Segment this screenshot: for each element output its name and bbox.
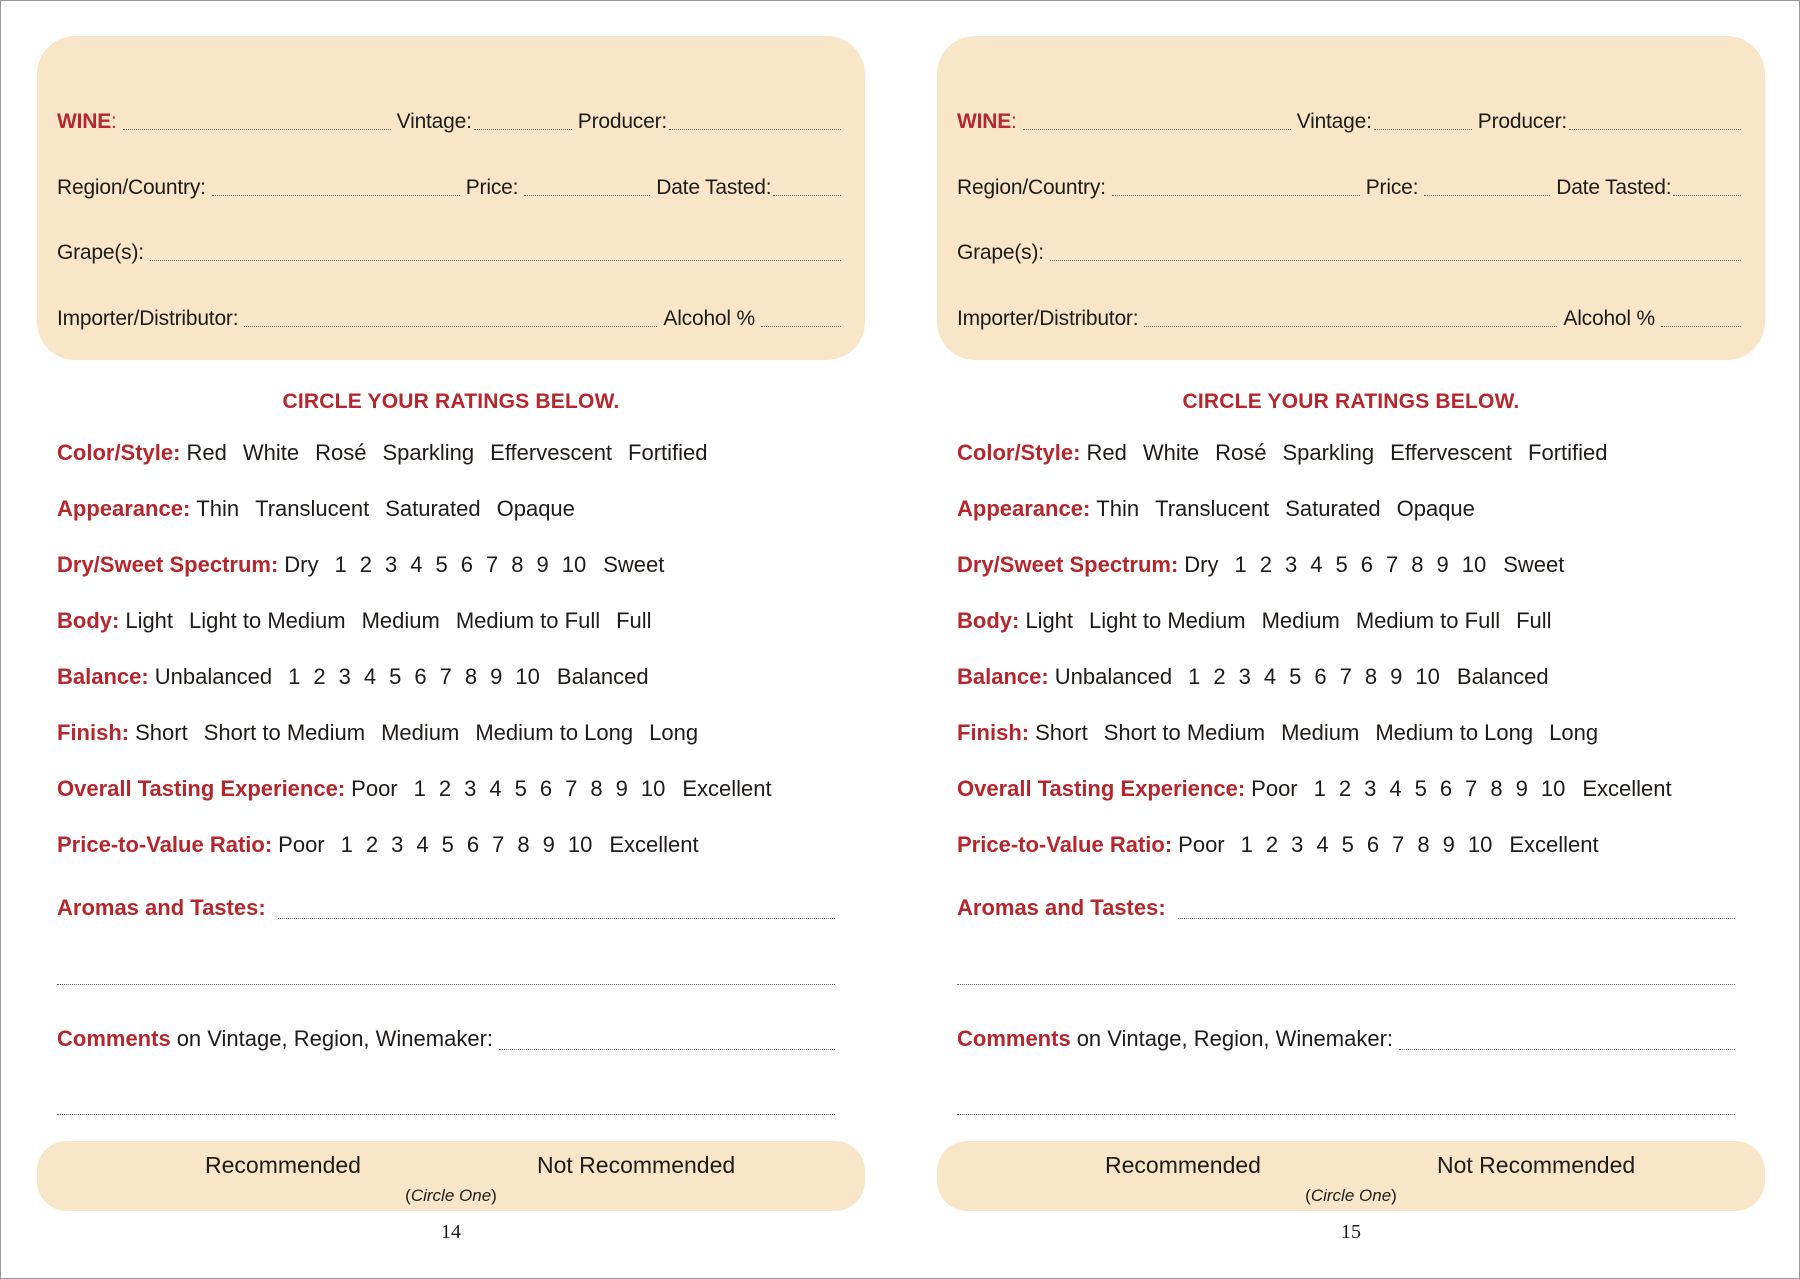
comments-extra-line[interactable] xyxy=(957,1114,1735,1115)
grape-label: Grape(s): xyxy=(957,241,1044,264)
dry-sweet-score[interactable]: 1 xyxy=(1234,552,1247,577)
dry-sweet-score[interactable]: 1 xyxy=(334,552,347,577)
recommended-option[interactable]: Recommended xyxy=(205,1152,361,1178)
aromas-row xyxy=(957,889,1735,923)
unbalanced-option[interactable]: Unbalanced xyxy=(154,664,273,689)
balance-score[interactable]: 4 xyxy=(1263,664,1277,689)
price-value-score[interactable]: 10 xyxy=(1467,832,1493,857)
page-number: 14 xyxy=(441,1221,461,1243)
price-value-score[interactable]: 1 xyxy=(1240,832,1253,857)
aromas-field[interactable] xyxy=(278,918,835,919)
recommended-option[interactable]: Recommended xyxy=(1105,1152,1261,1178)
price-value-score[interactable]: 9 xyxy=(1442,832,1455,857)
dry-sweet-score[interactable]: 6 xyxy=(460,552,474,577)
appearance-option[interactable]: Saturated xyxy=(1285,496,1381,521)
finish-option[interactable]: Short xyxy=(135,720,188,745)
overall-score[interactable]: 6 xyxy=(539,776,553,801)
date-tasted-field[interactable] xyxy=(1673,195,1741,196)
price-value-poor-option[interactable]: Poor xyxy=(278,832,325,857)
price-value-score[interactable]: 8 xyxy=(1417,832,1430,857)
circle-one-note: (Circle One) xyxy=(405,1186,497,1205)
alcohol-field[interactable] xyxy=(1661,326,1741,327)
aromas-extra-line[interactable] xyxy=(57,984,835,985)
body-option[interactable]: Medium to Full xyxy=(1355,608,1501,633)
price-value-score[interactable]: 10 xyxy=(567,832,593,857)
balance-score[interactable]: 10 xyxy=(1415,664,1440,689)
balance-row xyxy=(57,660,665,694)
overall-poor-option[interactable]: Poor xyxy=(1251,776,1298,801)
overall-score[interactable]: 2 xyxy=(438,776,452,801)
producer-field[interactable] xyxy=(1569,129,1741,130)
appearance-option[interactable]: Translucent xyxy=(255,496,370,521)
body-option[interactable]: Light xyxy=(1025,608,1074,633)
dry-sweet-score[interactable]: 4 xyxy=(1310,552,1323,577)
body-option[interactable]: Light xyxy=(125,608,174,633)
finish-row xyxy=(957,716,1614,750)
overall-score[interactable]: 10 xyxy=(640,776,666,801)
overall-score[interactable]: 8 xyxy=(590,776,603,801)
overall-score[interactable]: 5 xyxy=(1414,776,1427,801)
appearance-row xyxy=(57,492,591,526)
balance-score[interactable]: 5 xyxy=(389,664,402,689)
vintage-field[interactable] xyxy=(1374,129,1472,130)
importer-row xyxy=(957,301,1741,331)
price-value-score[interactable]: 3 xyxy=(1291,832,1304,857)
page-number: 15 xyxy=(1341,1221,1361,1243)
overall-score[interactable]: 6 xyxy=(1439,776,1453,801)
balance-score[interactable]: 5 xyxy=(1289,664,1302,689)
appearance-label: Appearance: xyxy=(957,496,1091,521)
color-style-option[interactable]: Sparkling xyxy=(1282,440,1375,465)
dry-sweet-label: Dry/Sweet Spectrum: xyxy=(57,552,279,577)
body-row xyxy=(957,604,1568,638)
aromas-row xyxy=(57,889,835,923)
importer-field[interactable] xyxy=(1144,326,1557,327)
overall-score[interactable]: 1 xyxy=(413,776,426,801)
aromas-label: Aromas and Tastes: xyxy=(57,895,266,920)
price-field[interactable] xyxy=(1424,195,1550,196)
dry-sweet-score[interactable]: 10 xyxy=(1461,552,1487,577)
importer-label: Importer/Distributor: xyxy=(57,307,239,330)
balance-score[interactable]: 9 xyxy=(1390,664,1403,689)
balance-row xyxy=(957,660,1565,694)
finish-option[interactable]: Short to Medium xyxy=(203,720,366,745)
overall-excellent-option[interactable]: Excellent xyxy=(1582,776,1672,801)
color-style-label: Color/Style: xyxy=(957,440,1081,465)
price-value-score[interactable]: 9 xyxy=(542,832,555,857)
dry-sweet-label: Dry/Sweet Spectrum: xyxy=(957,552,1179,577)
price-value-score[interactable]: 5 xyxy=(1341,832,1354,857)
balanced-option[interactable]: Balanced xyxy=(556,664,649,689)
comments-label: Comments xyxy=(957,1026,1071,1051)
body-option[interactable]: Full xyxy=(1516,608,1552,633)
balance-score[interactable]: 9 xyxy=(490,664,503,689)
importer-field[interactable] xyxy=(244,326,657,327)
dry-sweet-row xyxy=(57,548,680,582)
comments-subject: on Vintage, Region, Winemaker: xyxy=(176,1026,494,1051)
color-style-option[interactable]: White xyxy=(1142,440,1200,465)
appearance-row xyxy=(957,492,1491,526)
aromas-label: Aromas and Tastes: xyxy=(957,895,1166,920)
color-style-option[interactable]: White xyxy=(242,440,300,465)
comments-extra-line[interactable] xyxy=(57,1114,835,1115)
comments-label: Comments xyxy=(57,1026,171,1051)
balance-score[interactable]: 2 xyxy=(313,664,326,689)
overall-excellent-option[interactable]: Excellent xyxy=(682,776,772,801)
page-left xyxy=(1,1,901,1278)
dry-option[interactable]: Dry xyxy=(1184,552,1219,577)
alcohol-label: Alcohol % xyxy=(1563,307,1655,330)
overall-label: Overall Tasting Experience: xyxy=(957,776,1246,801)
balance-score[interactable]: 8 xyxy=(464,664,478,689)
color-style-option[interactable]: Rosé xyxy=(1215,440,1267,465)
price-value-row xyxy=(57,828,715,862)
producer-label: Producer: xyxy=(1477,110,1568,133)
appearance-option[interactable]: Thin xyxy=(1096,496,1140,521)
date-tasted-label: Date Tasted: xyxy=(656,176,772,199)
overall-score[interactable]: 9 xyxy=(615,776,628,801)
price-value-score[interactable]: 2 xyxy=(365,832,379,857)
price-value-score[interactable]: 7 xyxy=(1392,832,1405,857)
color-style-option[interactable]: Fortified xyxy=(1528,440,1608,465)
balance-label: Balance: xyxy=(957,664,1049,689)
recommendation-panel xyxy=(937,1141,1765,1211)
price-value-row xyxy=(957,828,1615,862)
grape-field[interactable] xyxy=(150,260,841,261)
color-style-option[interactable]: Red xyxy=(1086,440,1127,465)
ratings-title: CIRCLE YOUR RATINGS BELOW. xyxy=(1182,390,1520,413)
color-style-option[interactable]: Red xyxy=(186,440,227,465)
vintage-label: Vintage: xyxy=(1296,110,1372,133)
aromas-field[interactable] xyxy=(1178,918,1735,919)
finish-label: Finish: xyxy=(57,720,130,745)
price-value-score[interactable]: 4 xyxy=(1316,832,1329,857)
color-style-option[interactable]: Sparkling xyxy=(382,440,475,465)
wine-info-panel xyxy=(37,36,865,360)
overall-score[interactable]: 7 xyxy=(1465,776,1478,801)
price-value-excellent-option[interactable]: Excellent xyxy=(1509,832,1599,857)
balance-score[interactable]: 1 xyxy=(288,664,301,689)
overall-score[interactable]: 9 xyxy=(1515,776,1528,801)
dry-sweet-score[interactable]: 7 xyxy=(1386,552,1399,577)
balance-score[interactable]: 7 xyxy=(1339,664,1352,689)
dry-sweet-score[interactable]: 8 xyxy=(1411,552,1424,577)
wine-row xyxy=(57,104,841,134)
finish-option[interactable]: Short xyxy=(1035,720,1088,745)
region-label: Region/Country: xyxy=(957,176,1106,199)
body-option[interactable]: Medium xyxy=(361,608,440,633)
balance-score[interactable]: 6 xyxy=(1314,664,1327,689)
overall-score[interactable]: 1 xyxy=(1313,776,1326,801)
producer-label: Producer: xyxy=(577,110,668,133)
not-recommended-option[interactable]: Not Recommended xyxy=(537,1152,736,1178)
overall-score[interactable]: 4 xyxy=(489,776,502,801)
color-style-label: Color/Style: xyxy=(57,440,181,465)
region-row xyxy=(57,170,841,200)
overall-score[interactable]: 3 xyxy=(1364,776,1377,801)
alcohol-label: Alcohol % xyxy=(663,307,755,330)
importer-label: Importer/Distributor: xyxy=(957,307,1139,330)
balance-score[interactable]: 7 xyxy=(439,664,452,689)
grape-row xyxy=(57,235,841,265)
dry-sweet-score[interactable]: 2 xyxy=(1259,552,1273,577)
balance-score[interactable]: 1 xyxy=(1188,664,1201,689)
price-field[interactable] xyxy=(524,195,650,196)
comments-row xyxy=(57,1020,835,1054)
region-row xyxy=(957,170,1741,200)
balance-score[interactable]: 2 xyxy=(1213,664,1226,689)
ratings-title: CIRCLE YOUR RATINGS BELOW. xyxy=(282,390,620,413)
body-option[interactable]: Medium to Full xyxy=(455,608,601,633)
balance-label: Balance: xyxy=(57,664,149,689)
finish-option[interactable]: Long xyxy=(1549,720,1599,745)
balance-score[interactable]: 4 xyxy=(363,664,377,689)
dry-sweet-score[interactable]: 4 xyxy=(410,552,423,577)
dry-sweet-score[interactable]: 5 xyxy=(435,552,448,577)
dry-sweet-score[interactable]: 7 xyxy=(486,552,499,577)
body-row xyxy=(57,604,668,638)
price-value-label: Price-to-Value Ratio: xyxy=(57,832,273,857)
grape-row xyxy=(957,235,1741,265)
dry-sweet-score[interactable]: 5 xyxy=(1335,552,1348,577)
overall-label: Overall Tasting Experience: xyxy=(57,776,346,801)
region-field[interactable] xyxy=(1112,195,1360,196)
color-style-row xyxy=(957,436,1624,470)
overall-score[interactable]: 5 xyxy=(514,776,527,801)
finish-label: Finish: xyxy=(957,720,1030,745)
balance-score[interactable]: 3 xyxy=(338,664,351,689)
price-value-score[interactable]: 5 xyxy=(441,832,454,857)
wine-info-panel xyxy=(937,36,1765,360)
overall-poor-option[interactable]: Poor xyxy=(351,776,398,801)
dry-sweet-score[interactable]: 10 xyxy=(561,552,587,577)
wine-field[interactable] xyxy=(1023,129,1291,130)
aromas-extra-line[interactable] xyxy=(957,984,1735,985)
vintage-field[interactable] xyxy=(474,129,572,130)
dry-sweet-score[interactable]: 9 xyxy=(1436,552,1449,577)
color-style-option[interactable]: Fortified xyxy=(628,440,708,465)
overall-row xyxy=(957,772,1688,806)
grape-label: Grape(s): xyxy=(57,241,144,264)
wine-label: WINE: xyxy=(57,110,117,133)
appearance-option[interactable]: Opaque xyxy=(1396,496,1475,521)
comments-subject: on Vintage, Region, Winemaker: xyxy=(1076,1026,1394,1051)
overall-row xyxy=(57,772,788,806)
overall-score[interactable]: 3 xyxy=(464,776,477,801)
price-value-score[interactable]: 4 xyxy=(416,832,429,857)
dry-sweet-score[interactable]: 3 xyxy=(385,552,398,577)
overall-score[interactable]: 7 xyxy=(565,776,578,801)
balanced-option[interactable]: Balanced xyxy=(1456,664,1549,689)
date-tasted-field[interactable] xyxy=(773,195,841,196)
region-label: Region/Country: xyxy=(57,176,206,199)
body-option[interactable]: Light to Medium xyxy=(1089,608,1246,633)
color-style-option[interactable]: Effervescent xyxy=(1390,440,1513,465)
body-label: Body: xyxy=(57,608,120,633)
appearance-option[interactable]: Thin xyxy=(196,496,240,521)
dry-sweet-score[interactable]: 8 xyxy=(511,552,524,577)
finish-option[interactable]: Short to Medium xyxy=(1103,720,1266,745)
finish-option[interactable]: Medium to Long xyxy=(475,720,634,745)
appearance-label: Appearance: xyxy=(57,496,191,521)
dry-sweet-row xyxy=(957,548,1580,582)
price-value-score[interactable]: 8 xyxy=(517,832,530,857)
wine-label: WINE: xyxy=(957,110,1017,133)
importer-row xyxy=(57,301,841,331)
balance-score[interactable]: 3 xyxy=(1238,664,1251,689)
dry-sweet-score[interactable]: 2 xyxy=(359,552,373,577)
comments-field[interactable] xyxy=(499,1049,835,1050)
appearance-option[interactable]: Translucent xyxy=(1155,496,1270,521)
price-label: Price: xyxy=(1365,176,1419,199)
price-value-score[interactable]: 1 xyxy=(340,832,353,857)
wine-field[interactable] xyxy=(123,129,391,130)
recommendation-panel xyxy=(37,1141,865,1211)
appearance-option[interactable]: Opaque xyxy=(496,496,575,521)
appearance-option[interactable]: Saturated xyxy=(385,496,481,521)
price-label: Price: xyxy=(465,176,519,199)
dry-option[interactable]: Dry xyxy=(284,552,319,577)
overall-score[interactable]: 10 xyxy=(1540,776,1566,801)
unbalanced-option[interactable]: Unbalanced xyxy=(1054,664,1173,689)
alcohol-field[interactable] xyxy=(761,326,841,327)
body-option[interactable]: Medium xyxy=(1261,608,1340,633)
page-right xyxy=(901,1,1800,1278)
comments-field[interactable] xyxy=(1399,1049,1735,1050)
price-value-score[interactable]: 7 xyxy=(492,832,505,857)
date-tasted-label: Date Tasted: xyxy=(1556,176,1672,199)
body-option[interactable]: Full xyxy=(616,608,652,633)
comments-row xyxy=(957,1020,1735,1054)
price-value-score[interactable]: 3 xyxy=(391,832,404,857)
price-value-score[interactable]: 2 xyxy=(1265,832,1279,857)
wine-row xyxy=(957,104,1741,134)
price-value-excellent-option[interactable]: Excellent xyxy=(609,832,699,857)
body-label: Body: xyxy=(957,608,1020,633)
dry-sweet-score[interactable]: 9 xyxy=(536,552,549,577)
circle-one-note: (Circle One) xyxy=(1305,1186,1397,1205)
sweet-option[interactable]: Sweet xyxy=(1503,552,1565,577)
producer-field[interactable] xyxy=(669,129,841,130)
body-option[interactable]: Light to Medium xyxy=(189,608,346,633)
color-style-option[interactable]: Effervescent xyxy=(490,440,613,465)
color-style-row xyxy=(57,436,724,470)
finish-option[interactable]: Long xyxy=(649,720,699,745)
finish-option[interactable]: Medium xyxy=(1281,720,1360,745)
balance-score[interactable]: 10 xyxy=(515,664,540,689)
price-value-poor-option[interactable]: Poor xyxy=(1178,832,1225,857)
sweet-option[interactable]: Sweet xyxy=(603,552,665,577)
vintage-label: Vintage: xyxy=(396,110,472,133)
price-value-label: Price-to-Value Ratio: xyxy=(957,832,1173,857)
price-value-score[interactable]: 6 xyxy=(466,832,480,857)
overall-score[interactable]: 8 xyxy=(1490,776,1503,801)
overall-score[interactable]: 4 xyxy=(1389,776,1402,801)
color-style-option[interactable]: Rosé xyxy=(315,440,367,465)
region-field[interactable] xyxy=(212,195,460,196)
finish-option[interactable]: Medium to Long xyxy=(1375,720,1534,745)
balance-score[interactable]: 6 xyxy=(414,664,427,689)
grape-field[interactable] xyxy=(1050,260,1741,261)
price-value-score[interactable]: 6 xyxy=(1366,832,1380,857)
dry-sweet-score[interactable]: 3 xyxy=(1285,552,1298,577)
dry-sweet-score[interactable]: 6 xyxy=(1360,552,1374,577)
finish-option[interactable]: Medium xyxy=(381,720,460,745)
balance-score[interactable]: 8 xyxy=(1364,664,1378,689)
not-recommended-option[interactable]: Not Recommended xyxy=(1437,1152,1636,1178)
finish-row xyxy=(57,716,714,750)
overall-score[interactable]: 2 xyxy=(1338,776,1352,801)
